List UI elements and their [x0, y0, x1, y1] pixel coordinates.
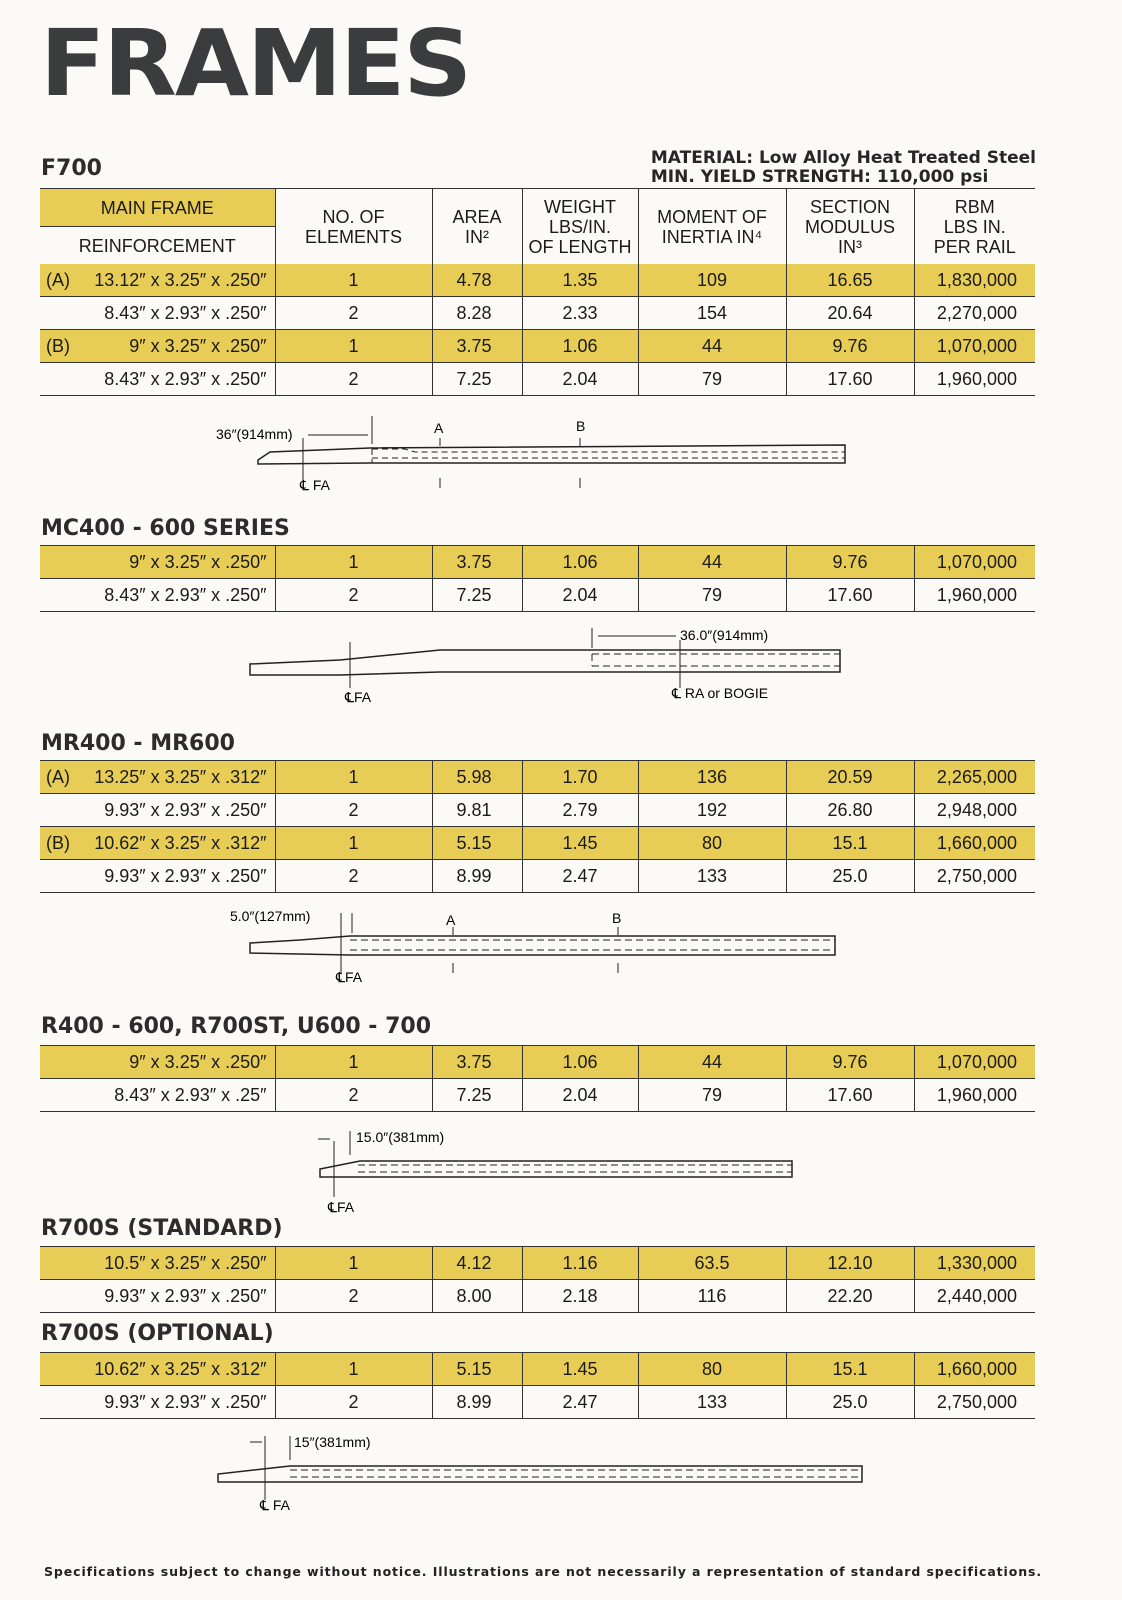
rbm-cell	[914, 579, 1035, 612]
section-modulus-cell	[786, 579, 914, 612]
section-modulus-cell	[786, 1247, 914, 1280]
weight-cell	[522, 579, 638, 612]
area-cell-value: 8.28	[456, 302, 492, 323]
frame-size-cell-value: 9.93″ x 2.93″ x .250″	[104, 1285, 267, 1306]
moment-cell	[638, 1079, 786, 1112]
rbm-cell-value: 1,960,000	[936, 368, 1017, 389]
area-cell-value: 5.98	[456, 766, 492, 787]
elements-cell	[275, 761, 432, 794]
moment-cell	[638, 297, 786, 330]
moment-cell-value: 63.5	[694, 1252, 730, 1273]
elements-cell	[275, 1079, 432, 1112]
rbm-cell-value: 1,070,000	[936, 335, 1017, 356]
frame-size-cell-value: 9″ x 3.25″ x .250″	[129, 335, 267, 356]
elements-cell	[275, 264, 432, 297]
section-modulus-cell	[786, 860, 914, 893]
table-row	[40, 761, 1035, 794]
diagram-centerline-label: ℄FA	[328, 1199, 355, 1215]
frame-size-cell-value: 13.12″ x 3.25″ x .250″	[94, 269, 267, 290]
section-modulus-cell	[786, 761, 914, 794]
frame-label-prefix: (B)	[46, 335, 70, 356]
elements-cell	[275, 1353, 432, 1386]
frame-diagram-f700	[200, 408, 860, 498]
weight-cell-value: 2.79	[562, 799, 598, 820]
rbm-cell-value: 1,660,000	[936, 1358, 1017, 1379]
weight-cell	[522, 794, 638, 827]
area-cell	[432, 1386, 522, 1419]
rbm-cell-value: 1,660,000	[936, 832, 1017, 853]
header-section-modulus: SECTION MODULUS IN³	[786, 189, 914, 266]
moment-cell-value: 154	[696, 302, 728, 323]
section-modulus-cell-value: 20.64	[827, 302, 873, 323]
rbm-cell-value: 2,750,000	[936, 1391, 1017, 1412]
table-row	[40, 264, 1035, 297]
material-spec	[651, 149, 1036, 187]
area-cell	[432, 827, 522, 860]
section-modulus-cell	[786, 1079, 914, 1112]
frame-size-cell	[40, 1079, 275, 1112]
frame-size-cell	[40, 1280, 275, 1313]
table-row	[40, 794, 1035, 827]
moment-cell-value: 133	[696, 1391, 728, 1412]
frame-diagram-r700s	[200, 1430, 880, 1520]
area-cell	[432, 1046, 522, 1079]
moment-cell	[638, 1046, 786, 1079]
moment-cell	[638, 794, 786, 827]
elements-cell	[275, 330, 432, 363]
rbm-cell	[914, 860, 1035, 893]
diagram-centerline-label: ℄FA	[345, 689, 372, 705]
area-cell-value: 7.25	[456, 584, 492, 605]
section-modulus-cell-value: 25.0	[832, 865, 868, 886]
weight-cell-value: 2.04	[562, 584, 598, 605]
diagram-dimension-label: 15.0″(381mm)	[356, 1129, 445, 1145]
rbm-cell	[914, 1247, 1035, 1280]
rbm-cell-value: 1,960,000	[936, 584, 1017, 605]
area-cell-value: 3.75	[456, 335, 492, 356]
rbm-cell-value: 1,070,000	[936, 1051, 1017, 1072]
table-row	[40, 1386, 1035, 1419]
frame-size-cell-value: 9″ x 3.25″ x .250″	[129, 1051, 267, 1072]
rbm-cell	[914, 794, 1035, 827]
moment-cell-value: 80	[701, 1358, 723, 1379]
table-row	[40, 297, 1035, 330]
table-row	[40, 546, 1035, 579]
weight-cell-value: 1.06	[562, 1051, 598, 1072]
area-cell-value: 3.75	[456, 551, 492, 572]
elements-cell-value: 1	[348, 1252, 359, 1273]
area-cell-value: 7.25	[456, 368, 492, 389]
yield-strength-line: MIN. YIELD STRENGTH: 110,000 psi	[650, 167, 989, 187]
table-row	[40, 860, 1035, 893]
material-line: MATERIAL: Low Alloy Heat Treated Steel	[650, 148, 1036, 168]
area-cell	[432, 761, 522, 794]
moment-cell-value: 192	[696, 799, 728, 820]
area-cell	[432, 579, 522, 612]
section-modulus-cell-value: 22.20	[827, 1285, 873, 1306]
frame-size-cell	[40, 579, 275, 612]
table-row	[40, 579, 1035, 612]
weight-cell	[522, 297, 638, 330]
area-cell	[432, 1247, 522, 1280]
frame-size-cell	[40, 860, 275, 893]
section-modulus-cell	[786, 546, 914, 579]
table-mr400	[40, 760, 1035, 893]
weight-cell	[522, 1079, 638, 1112]
rbm-cell	[914, 1280, 1035, 1313]
section-modulus-cell-value: 9.76	[832, 1051, 868, 1072]
frame-size-cell-value: 8.43″ x 2.93″ x .25″	[114, 1084, 267, 1105]
elements-cell-value: 2	[348, 865, 359, 886]
frame-size-cell	[40, 761, 275, 794]
frame-size-cell-value: 9.93″ x 2.93″ x .250″	[104, 799, 267, 820]
section-modulus-cell	[786, 363, 914, 396]
section-modulus-cell	[786, 297, 914, 330]
table-row	[40, 1247, 1035, 1280]
header-weight: WEIGHT LBS/IN. OF LENGTH	[522, 189, 638, 266]
weight-cell	[522, 1046, 638, 1079]
section-title-mr400: MR400 - MR600	[41, 731, 235, 756]
section-modulus-cell-value: 20.59	[827, 766, 873, 787]
table-row	[40, 1280, 1035, 1313]
moment-cell	[638, 761, 786, 794]
moment-cell	[638, 860, 786, 893]
weight-cell	[522, 827, 638, 860]
frame-size-cell	[40, 827, 275, 860]
weight-cell-value: 1.06	[562, 551, 598, 572]
frame-size-cell-value: 8.43″ x 2.93″ x .250″	[104, 302, 267, 323]
moment-cell	[638, 579, 786, 612]
diagram-point-b-label: B	[612, 910, 622, 926]
rbm-cell-value: 2,270,000	[936, 302, 1017, 323]
header-elements: NO. OF ELEMENTS	[275, 189, 432, 266]
moment-cell	[638, 1386, 786, 1419]
elements-cell	[275, 1247, 432, 1280]
moment-cell-value: 79	[701, 584, 723, 605]
rbm-cell-value: 2,750,000	[936, 865, 1017, 886]
moment-cell-value: 136	[696, 766, 728, 787]
elements-cell-value: 2	[348, 1285, 359, 1306]
section-title-mc400: MC400 - 600 SERIES	[41, 516, 290, 541]
weight-cell	[522, 860, 638, 893]
frame-diagram-mr400	[200, 905, 860, 995]
table-f700	[40, 264, 1035, 396]
elements-cell-value: 1	[348, 1358, 359, 1379]
frame-size-cell-value: 9.93″ x 2.93″ x .250″	[104, 1391, 267, 1412]
weight-cell-value: 2.33	[562, 302, 598, 323]
weight-cell-value: 2.04	[562, 1084, 598, 1105]
frame-size-cell	[40, 297, 275, 330]
section-modulus-cell	[786, 1353, 914, 1386]
elements-cell	[275, 579, 432, 612]
area-cell	[432, 1280, 522, 1313]
table-header	[40, 188, 1035, 266]
frame-diagram-r400	[300, 1125, 810, 1220]
section-modulus-cell-value: 15.1	[832, 832, 868, 853]
rbm-cell	[914, 1353, 1035, 1386]
diagram-centerline-label: ℄ FA	[300, 477, 330, 493]
elements-cell-value: 2	[348, 1084, 359, 1105]
rbm-cell	[914, 330, 1035, 363]
moment-cell-value: 44	[701, 335, 723, 356]
weight-cell-value: 1.35	[562, 269, 598, 290]
section-modulus-cell-value: 9.76	[832, 335, 868, 356]
section-modulus-cell	[786, 330, 914, 363]
area-cell	[432, 330, 522, 363]
weight-cell	[522, 1386, 638, 1419]
section-modulus-cell-value: 25.0	[832, 1391, 868, 1412]
section-modulus-cell-value: 17.60	[827, 1084, 873, 1105]
diagram-dimension-label: 15″(381mm)	[294, 1434, 371, 1450]
moment-cell	[638, 363, 786, 396]
frame-size-cell	[40, 264, 275, 297]
moment-cell	[638, 827, 786, 860]
moment-cell-value: 109	[696, 269, 728, 290]
weight-cell-value: 1.16	[562, 1252, 598, 1273]
moment-cell	[638, 546, 786, 579]
weight-cell	[522, 1247, 638, 1280]
area-cell-value: 8.00	[456, 1285, 492, 1306]
weight-cell	[522, 363, 638, 396]
table-r700s-optional	[40, 1352, 1035, 1419]
frame-size-cell	[40, 363, 275, 396]
frame-size-cell-value: 9.93″ x 2.93″ x .250″	[104, 865, 267, 886]
area-cell-value: 5.15	[456, 832, 492, 853]
section-title-r700s-optional: R700S (OPTIONAL)	[41, 1321, 274, 1346]
section-modulus-cell	[786, 264, 914, 297]
diagram-dimension-label: 36.0″(914mm)	[680, 627, 769, 643]
table-mc400	[40, 545, 1035, 612]
section-modulus-cell-value: 26.80	[827, 799, 873, 820]
elements-cell-value: 2	[348, 368, 359, 389]
weight-cell	[522, 1353, 638, 1386]
frame-size-cell	[40, 546, 275, 579]
area-cell-value: 9.81	[456, 799, 492, 820]
table-row	[40, 827, 1035, 860]
elements-cell	[275, 794, 432, 827]
rbm-cell-value: 2,948,000	[936, 799, 1017, 820]
frame-size-cell-value: 10.62″ x 3.25″ x .312″	[94, 832, 267, 853]
frame-size-cell-value: 8.43″ x 2.93″ x .250″	[104, 368, 267, 389]
diagram-point-a-label: A	[434, 420, 444, 436]
section-modulus-cell-value: 17.60	[827, 368, 873, 389]
diagram-ra-bogie-label: ℄ RA or BOGIE	[672, 685, 769, 701]
weight-cell	[522, 1280, 638, 1313]
elements-cell	[275, 860, 432, 893]
moment-cell	[638, 1247, 786, 1280]
frame-label-prefix: (B)	[46, 832, 70, 853]
area-cell	[432, 1079, 522, 1112]
section-modulus-cell-value: 9.76	[832, 551, 868, 572]
table-row	[40, 1353, 1035, 1386]
area-cell-value: 8.99	[456, 1391, 492, 1412]
elements-cell-value: 1	[348, 766, 359, 787]
header-main-frame: MAIN FRAME	[40, 189, 275, 227]
rbm-cell	[914, 1046, 1035, 1079]
weight-cell-value: 2.47	[562, 1391, 598, 1412]
section-modulus-cell	[786, 1046, 914, 1079]
rbm-cell-value: 1,830,000	[936, 269, 1017, 290]
moment-cell-value: 133	[696, 865, 728, 886]
moment-cell	[638, 1353, 786, 1386]
section-modulus-cell	[786, 1386, 914, 1419]
area-cell	[432, 546, 522, 579]
area-cell-value: 4.78	[456, 269, 492, 290]
area-cell-value: 3.75	[456, 1051, 492, 1072]
table-row	[40, 1046, 1035, 1079]
diagram-dimension-label: 5.0″(127mm)	[230, 908, 311, 924]
elements-cell	[275, 1280, 432, 1313]
elements-cell	[275, 546, 432, 579]
section-modulus-cell	[786, 794, 914, 827]
rbm-cell	[914, 363, 1035, 396]
page-title: FRAMES	[40, 10, 471, 117]
frame-size-cell	[40, 1247, 275, 1280]
section-modulus-cell-value: 16.65	[827, 269, 873, 290]
header-rbm: RBM LBS IN. PER RAIL	[914, 189, 1035, 266]
frame-size-cell-value: 10.5″ x 3.25″ x .250″	[104, 1252, 267, 1273]
weight-cell-value: 1.06	[562, 335, 598, 356]
table-r700s-standard	[40, 1246, 1035, 1313]
rbm-cell	[914, 264, 1035, 297]
section-modulus-cell-value: 15.1	[832, 1358, 868, 1379]
area-cell	[432, 264, 522, 297]
frame-size-cell	[40, 1386, 275, 1419]
area-cell-value: 8.99	[456, 865, 492, 886]
elements-cell-value: 1	[348, 269, 359, 290]
frame-size-cell	[40, 330, 275, 363]
area-cell	[432, 860, 522, 893]
section-modulus-cell	[786, 1280, 914, 1313]
weight-cell-value: 2.47	[562, 865, 598, 886]
weight-cell-value: 1.45	[562, 1358, 598, 1379]
diagram-dimension-label: 36″(914mm)	[216, 426, 293, 442]
frame-size-cell	[40, 794, 275, 827]
moment-cell-value: 79	[701, 368, 723, 389]
frame-size-cell	[40, 1046, 275, 1079]
rbm-cell	[914, 1079, 1035, 1112]
area-cell	[432, 363, 522, 396]
weight-cell-value: 1.70	[562, 766, 598, 787]
weight-cell-value: 1.45	[562, 832, 598, 853]
weight-cell-value: 2.18	[562, 1285, 598, 1306]
area-cell-value: 5.15	[456, 1358, 492, 1379]
weight-cell	[522, 761, 638, 794]
rbm-cell-value: 1,330,000	[936, 1252, 1017, 1273]
moment-cell-value: 44	[701, 1051, 723, 1072]
elements-cell	[275, 1046, 432, 1079]
elements-cell	[275, 1386, 432, 1419]
section-title-r700s-standard: R700S (STANDARD)	[41, 1216, 283, 1241]
elements-cell-value: 1	[348, 335, 359, 356]
frame-size-cell-value: 8.43″ x 2.93″ x .250″	[104, 584, 267, 605]
section-modulus-cell-value: 17.60	[827, 584, 873, 605]
table-row	[40, 1079, 1035, 1112]
elements-cell-value: 1	[348, 1051, 359, 1072]
frame-size-cell-value: 13.25″ x 3.25″ x .312″	[94, 766, 267, 787]
moment-cell-value: 80	[701, 832, 723, 853]
header-area: AREA IN²	[432, 189, 522, 266]
frame-size-cell-value: 10.62″ x 3.25″ x .312″	[94, 1358, 267, 1379]
moment-cell	[638, 264, 786, 297]
rbm-cell-value: 1,960,000	[936, 1084, 1017, 1105]
rbm-cell-value: 2,265,000	[936, 766, 1017, 787]
rbm-cell	[914, 1386, 1035, 1419]
weight-cell	[522, 546, 638, 579]
diagram-centerline-label: ℄ FA	[260, 1497, 290, 1513]
area-cell	[432, 297, 522, 330]
section-title-r400: R400 - 600, R700ST, U600 - 700	[41, 1014, 432, 1039]
weight-cell	[522, 264, 638, 297]
moment-cell-value: 116	[697, 1285, 727, 1306]
header-moment: MOMENT OF INERTIA IN⁴	[638, 189, 786, 266]
diagram-point-a-label: A	[446, 912, 456, 928]
frame-size-cell	[40, 1353, 275, 1386]
elements-cell-value: 1	[348, 832, 359, 853]
elements-cell-value: 2	[348, 1391, 359, 1412]
frame-size-cell-value: 9″ x 3.25″ x .250″	[129, 551, 267, 572]
elements-cell	[275, 297, 432, 330]
weight-cell	[522, 330, 638, 363]
moment-cell-value: 79	[701, 1084, 723, 1105]
header-reinforcement: REINFORCEMENT	[40, 227, 275, 266]
frame-label-prefix: (A)	[46, 269, 70, 290]
rbm-cell	[914, 761, 1035, 794]
elements-cell-value: 2	[348, 302, 359, 323]
moment-cell	[638, 1280, 786, 1313]
moment-cell	[638, 330, 786, 363]
area-cell-value: 4.12	[456, 1252, 492, 1273]
frame-label-prefix: (A)	[46, 766, 70, 787]
diagram-point-b-label: B	[576, 418, 586, 434]
section-modulus-cell	[786, 827, 914, 860]
rbm-cell	[914, 297, 1035, 330]
area-cell-value: 7.25	[456, 1084, 492, 1105]
section-modulus-cell-value: 12.10	[827, 1252, 873, 1273]
frame-diagram-mc400	[240, 620, 860, 710]
moment-cell-value: 44	[701, 551, 723, 572]
table-r400	[40, 1045, 1035, 1112]
elements-cell-value: 1	[348, 551, 359, 572]
section-title-f700: F700	[41, 156, 102, 181]
area-cell	[432, 794, 522, 827]
table-row	[40, 330, 1035, 363]
diagram-centerline-label: ℄FA	[336, 969, 363, 985]
weight-cell-value: 2.04	[562, 368, 598, 389]
rbm-cell-value: 1,070,000	[936, 551, 1017, 572]
rbm-cell-value: 2,440,000	[936, 1285, 1017, 1306]
rbm-cell	[914, 827, 1035, 860]
area-cell	[432, 1353, 522, 1386]
elements-cell	[275, 827, 432, 860]
elements-cell	[275, 363, 432, 396]
elements-cell-value: 2	[348, 584, 359, 605]
table-row	[40, 363, 1035, 396]
rbm-cell	[914, 546, 1035, 579]
elements-cell-value: 2	[348, 799, 359, 820]
footer-disclaimer: Specifications subject to change without notice. Illustrations are not necessarily a representation of standard specifications.	[44, 1564, 1043, 1579]
